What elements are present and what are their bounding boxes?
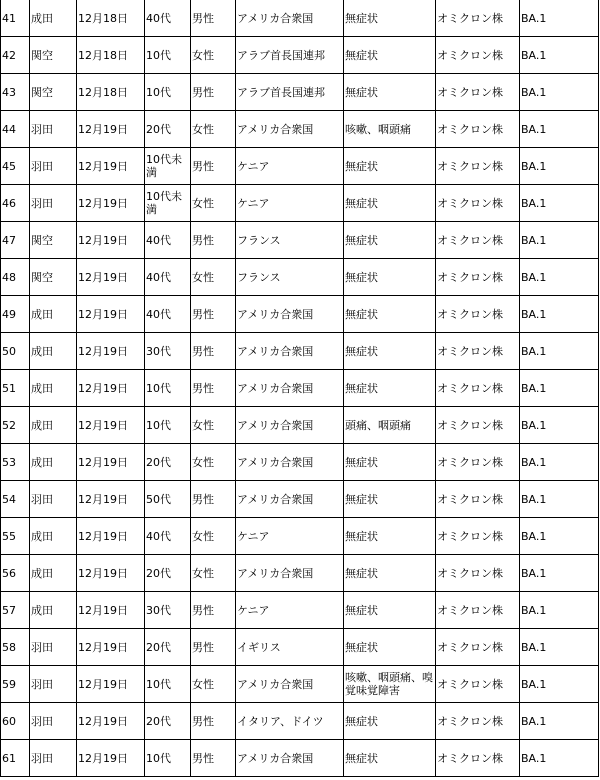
country-cell: アメリカ合衆国 bbox=[236, 296, 344, 333]
age-cell: 20代 bbox=[145, 444, 191, 481]
case-number-cell: 59 bbox=[1, 666, 30, 703]
variant-cell: オミクロン株 bbox=[436, 333, 520, 370]
lineage-cell: BA.1 bbox=[520, 148, 599, 185]
lineage-cell: BA.1 bbox=[520, 74, 599, 111]
country-cell: アメリカ合衆国 bbox=[236, 481, 344, 518]
table-row bbox=[1, 703, 599, 740]
lineage-cell: BA.1 bbox=[520, 592, 599, 629]
variant-cell: オミクロン株 bbox=[436, 629, 520, 666]
table-row bbox=[1, 592, 599, 629]
date-cell: 12月19日 bbox=[77, 111, 145, 148]
age-cell: 20代 bbox=[145, 629, 191, 666]
case-number-cell: 51 bbox=[1, 370, 30, 407]
age-cell: 20代 bbox=[145, 111, 191, 148]
case-number-cell: 56 bbox=[1, 555, 30, 592]
case-number-cell: 49 bbox=[1, 296, 30, 333]
sex-cell: 男性 bbox=[191, 481, 236, 518]
lineage-cell: BA.1 bbox=[520, 666, 599, 703]
date-cell: 12月19日 bbox=[77, 481, 145, 518]
lineage-cell: BA.1 bbox=[520, 518, 599, 555]
variant-cell: オミクロン株 bbox=[436, 407, 520, 444]
country-cell: アメリカ合衆国 bbox=[236, 370, 344, 407]
age-cell: 10代未満 bbox=[145, 185, 191, 222]
table-row bbox=[1, 296, 599, 333]
airport-cell: 関空 bbox=[30, 37, 77, 74]
airport-cell: 羽田 bbox=[30, 148, 77, 185]
airport-cell: 羽田 bbox=[30, 111, 77, 148]
variant-cell: オミクロン株 bbox=[436, 37, 520, 74]
case-number-cell: 45 bbox=[1, 148, 30, 185]
airport-cell: 成田 bbox=[30, 518, 77, 555]
variant-cell: オミクロン株 bbox=[436, 370, 520, 407]
date-cell: 12月19日 bbox=[77, 296, 145, 333]
airport-cell: 成田 bbox=[30, 0, 77, 37]
country-cell: フランス bbox=[236, 222, 344, 259]
variant-cell: オミクロン株 bbox=[436, 296, 520, 333]
age-cell: 10代 bbox=[145, 37, 191, 74]
country-cell: アメリカ合衆国 bbox=[236, 444, 344, 481]
symptom-cell: 無症状 bbox=[344, 481, 436, 518]
symptom-cell: 無症状 bbox=[344, 740, 436, 777]
variant-cell: オミクロン株 bbox=[436, 185, 520, 222]
age-cell: 10代未満 bbox=[145, 148, 191, 185]
date-cell: 12月19日 bbox=[77, 555, 145, 592]
country-cell: アメリカ合衆国 bbox=[236, 666, 344, 703]
variant-cell: オミクロン株 bbox=[436, 111, 520, 148]
table-row bbox=[1, 444, 599, 481]
symptom-cell: 無症状 bbox=[344, 37, 436, 74]
age-cell: 30代 bbox=[145, 592, 191, 629]
symptom-cell: 無症状 bbox=[344, 0, 436, 37]
date-cell: 12月19日 bbox=[77, 370, 145, 407]
case-number-cell: 60 bbox=[1, 703, 30, 740]
sex-cell: 男性 bbox=[191, 296, 236, 333]
country-cell: フランス bbox=[236, 259, 344, 296]
variant-cell: オミクロン株 bbox=[436, 0, 520, 37]
lineage-cell: BA.1 bbox=[520, 444, 599, 481]
airport-cell: 成田 bbox=[30, 296, 77, 333]
airport-cell: 羽田 bbox=[30, 703, 77, 740]
symptom-cell: 無症状 bbox=[344, 555, 436, 592]
variant-cell: オミクロン株 bbox=[436, 555, 520, 592]
airport-cell: 関空 bbox=[30, 74, 77, 111]
case-number-cell: 57 bbox=[1, 592, 30, 629]
sex-cell: 男性 bbox=[191, 148, 236, 185]
country-cell: アメリカ合衆国 bbox=[236, 740, 344, 777]
country-cell: イタリア、ドイツ bbox=[236, 703, 344, 740]
airport-cell: 羽田 bbox=[30, 185, 77, 222]
symptom-cell: 無症状 bbox=[344, 370, 436, 407]
sex-cell: 男性 bbox=[191, 740, 236, 777]
variant-cell: オミクロン株 bbox=[436, 444, 520, 481]
age-cell: 20代 bbox=[145, 703, 191, 740]
age-cell: 10代 bbox=[145, 407, 191, 444]
country-cell: イギリス bbox=[236, 629, 344, 666]
table-row bbox=[1, 518, 599, 555]
country-cell: アメリカ合衆国 bbox=[236, 555, 344, 592]
lineage-cell: BA.1 bbox=[520, 222, 599, 259]
table-row bbox=[1, 37, 599, 74]
case-number-cell: 58 bbox=[1, 629, 30, 666]
table-row bbox=[1, 481, 599, 518]
age-cell: 30代 bbox=[145, 333, 191, 370]
age-cell: 40代 bbox=[145, 518, 191, 555]
lineage-cell: BA.1 bbox=[520, 296, 599, 333]
country-cell: アメリカ合衆国 bbox=[236, 407, 344, 444]
date-cell: 12月19日 bbox=[77, 740, 145, 777]
age-cell: 10代 bbox=[145, 370, 191, 407]
country-cell: アメリカ合衆国 bbox=[236, 111, 344, 148]
case-number-cell: 47 bbox=[1, 222, 30, 259]
table-row bbox=[1, 74, 599, 111]
case-number-cell: 53 bbox=[1, 444, 30, 481]
symptom-cell: 無症状 bbox=[344, 74, 436, 111]
sex-cell: 女性 bbox=[191, 111, 236, 148]
country-cell: アメリカ合衆国 bbox=[236, 0, 344, 37]
variant-cell: オミクロン株 bbox=[436, 74, 520, 111]
case-number-cell: 50 bbox=[1, 333, 30, 370]
case-number-cell: 42 bbox=[1, 37, 30, 74]
age-cell: 40代 bbox=[145, 296, 191, 333]
case-number-cell: 41 bbox=[1, 0, 30, 37]
age-cell: 20代 bbox=[145, 555, 191, 592]
variant-cell: オミクロン株 bbox=[436, 740, 520, 777]
lineage-cell: BA.1 bbox=[520, 333, 599, 370]
table-row bbox=[1, 222, 599, 259]
variant-cell: オミクロン株 bbox=[436, 481, 520, 518]
symptom-cell: 無症状 bbox=[344, 518, 436, 555]
age-cell: 40代 bbox=[145, 222, 191, 259]
lineage-cell: BA.1 bbox=[520, 740, 599, 777]
age-cell: 10代 bbox=[145, 666, 191, 703]
table-row bbox=[1, 111, 599, 148]
age-cell: 50代 bbox=[145, 481, 191, 518]
sex-cell: 男性 bbox=[191, 74, 236, 111]
symptom-cell: 無症状 bbox=[344, 703, 436, 740]
symptom-cell: 無症状 bbox=[344, 222, 436, 259]
sex-cell: 女性 bbox=[191, 259, 236, 296]
sex-cell: 女性 bbox=[191, 185, 236, 222]
symptom-cell: 無症状 bbox=[344, 333, 436, 370]
country-cell: アラブ首長国連邦 bbox=[236, 74, 344, 111]
airport-cell: 羽田 bbox=[30, 740, 77, 777]
airport-cell: 成田 bbox=[30, 555, 77, 592]
date-cell: 12月18日 bbox=[77, 74, 145, 111]
sex-cell: 女性 bbox=[191, 407, 236, 444]
case-number-cell: 61 bbox=[1, 740, 30, 777]
symptom-cell: 無症状 bbox=[344, 592, 436, 629]
lineage-cell: BA.1 bbox=[520, 185, 599, 222]
symptom-cell: 頭痛、咽頭痛 bbox=[344, 407, 436, 444]
date-cell: 12月19日 bbox=[77, 148, 145, 185]
sex-cell: 女性 bbox=[191, 37, 236, 74]
sex-cell: 男性 bbox=[191, 333, 236, 370]
airport-cell: 成田 bbox=[30, 370, 77, 407]
variant-cell: オミクロン株 bbox=[436, 259, 520, 296]
country-cell: ケニア bbox=[236, 148, 344, 185]
case-number-cell: 48 bbox=[1, 259, 30, 296]
lineage-cell: BA.1 bbox=[520, 0, 599, 37]
airport-cell: 羽田 bbox=[30, 666, 77, 703]
lineage-cell: BA.1 bbox=[520, 555, 599, 592]
country-cell: ケニア bbox=[236, 185, 344, 222]
table-row bbox=[1, 666, 599, 703]
table-row bbox=[1, 629, 599, 666]
table-row bbox=[1, 259, 599, 296]
table-row bbox=[1, 740, 599, 777]
lineage-cell: BA.1 bbox=[520, 629, 599, 666]
symptom-cell: 無症状 bbox=[344, 148, 436, 185]
airport-cell: 羽田 bbox=[30, 629, 77, 666]
symptom-cell: 無症状 bbox=[344, 259, 436, 296]
sex-cell: 女性 bbox=[191, 518, 236, 555]
country-cell: アラブ首長国連邦 bbox=[236, 37, 344, 74]
airport-cell: 関空 bbox=[30, 222, 77, 259]
variant-cell: オミクロン株 bbox=[436, 703, 520, 740]
date-cell: 12月19日 bbox=[77, 518, 145, 555]
table-row bbox=[1, 370, 599, 407]
date-cell: 12月19日 bbox=[77, 666, 145, 703]
table-row bbox=[1, 555, 599, 592]
sex-cell: 男性 bbox=[191, 370, 236, 407]
variant-cell: オミクロン株 bbox=[436, 666, 520, 703]
date-cell: 12月19日 bbox=[77, 185, 145, 222]
cases-table-body bbox=[1, 0, 599, 777]
age-cell: 40代 bbox=[145, 259, 191, 296]
lineage-cell: BA.1 bbox=[520, 407, 599, 444]
lineage-cell: BA.1 bbox=[520, 481, 599, 518]
symptom-cell: 無症状 bbox=[344, 444, 436, 481]
airport-cell: 羽田 bbox=[30, 481, 77, 518]
sex-cell: 女性 bbox=[191, 444, 236, 481]
country-cell: ケニア bbox=[236, 592, 344, 629]
symptom-cell: 咳嗽、咽頭痛 bbox=[344, 111, 436, 148]
symptom-cell: 無症状 bbox=[344, 629, 436, 666]
sex-cell: 女性 bbox=[191, 555, 236, 592]
lineage-cell: BA.1 bbox=[520, 111, 599, 148]
date-cell: 12月19日 bbox=[77, 444, 145, 481]
variant-cell: オミクロン株 bbox=[436, 222, 520, 259]
country-cell: ケニア bbox=[236, 518, 344, 555]
sex-cell: 男性 bbox=[191, 0, 236, 37]
case-number-cell: 43 bbox=[1, 74, 30, 111]
symptom-cell: 咳嗽、咽頭痛、嗅覚味覚障害 bbox=[344, 666, 436, 703]
date-cell: 12月19日 bbox=[77, 629, 145, 666]
table-row bbox=[1, 185, 599, 222]
case-number-cell: 44 bbox=[1, 111, 30, 148]
date-cell: 12月19日 bbox=[77, 703, 145, 740]
age-cell: 40代 bbox=[145, 0, 191, 37]
date-cell: 12月19日 bbox=[77, 407, 145, 444]
country-cell: アメリカ合衆国 bbox=[236, 333, 344, 370]
airport-cell: 成田 bbox=[30, 333, 77, 370]
variant-cell: オミクロン株 bbox=[436, 148, 520, 185]
date-cell: 12月18日 bbox=[77, 37, 145, 74]
symptom-cell: 無症状 bbox=[344, 185, 436, 222]
table-row bbox=[1, 148, 599, 185]
case-number-cell: 54 bbox=[1, 481, 30, 518]
case-number-cell: 46 bbox=[1, 185, 30, 222]
date-cell: 12月18日 bbox=[77, 0, 145, 37]
date-cell: 12月19日 bbox=[77, 222, 145, 259]
sex-cell: 男性 bbox=[191, 222, 236, 259]
airport-cell: 関空 bbox=[30, 259, 77, 296]
sex-cell: 男性 bbox=[191, 629, 236, 666]
airport-cell: 成田 bbox=[30, 592, 77, 629]
sex-cell: 男性 bbox=[191, 592, 236, 629]
table-row bbox=[1, 0, 599, 37]
lineage-cell: BA.1 bbox=[520, 37, 599, 74]
variant-cell: オミクロン株 bbox=[436, 592, 520, 629]
sex-cell: 女性 bbox=[191, 666, 236, 703]
airport-cell: 成田 bbox=[30, 444, 77, 481]
airport-cell: 成田 bbox=[30, 407, 77, 444]
date-cell: 12月19日 bbox=[77, 259, 145, 296]
table-row bbox=[1, 407, 599, 444]
table-row bbox=[1, 333, 599, 370]
age-cell: 10代 bbox=[145, 74, 191, 111]
case-number-cell: 52 bbox=[1, 407, 30, 444]
lineage-cell: BA.1 bbox=[520, 370, 599, 407]
age-cell: 10代 bbox=[145, 740, 191, 777]
date-cell: 12月19日 bbox=[77, 592, 145, 629]
symptom-cell: 無症状 bbox=[344, 296, 436, 333]
lineage-cell: BA.1 bbox=[520, 259, 599, 296]
sex-cell: 男性 bbox=[191, 703, 236, 740]
variant-cell: オミクロン株 bbox=[436, 518, 520, 555]
lineage-cell: BA.1 bbox=[520, 703, 599, 740]
date-cell: 12月19日 bbox=[77, 333, 145, 370]
case-number-cell: 55 bbox=[1, 518, 30, 555]
